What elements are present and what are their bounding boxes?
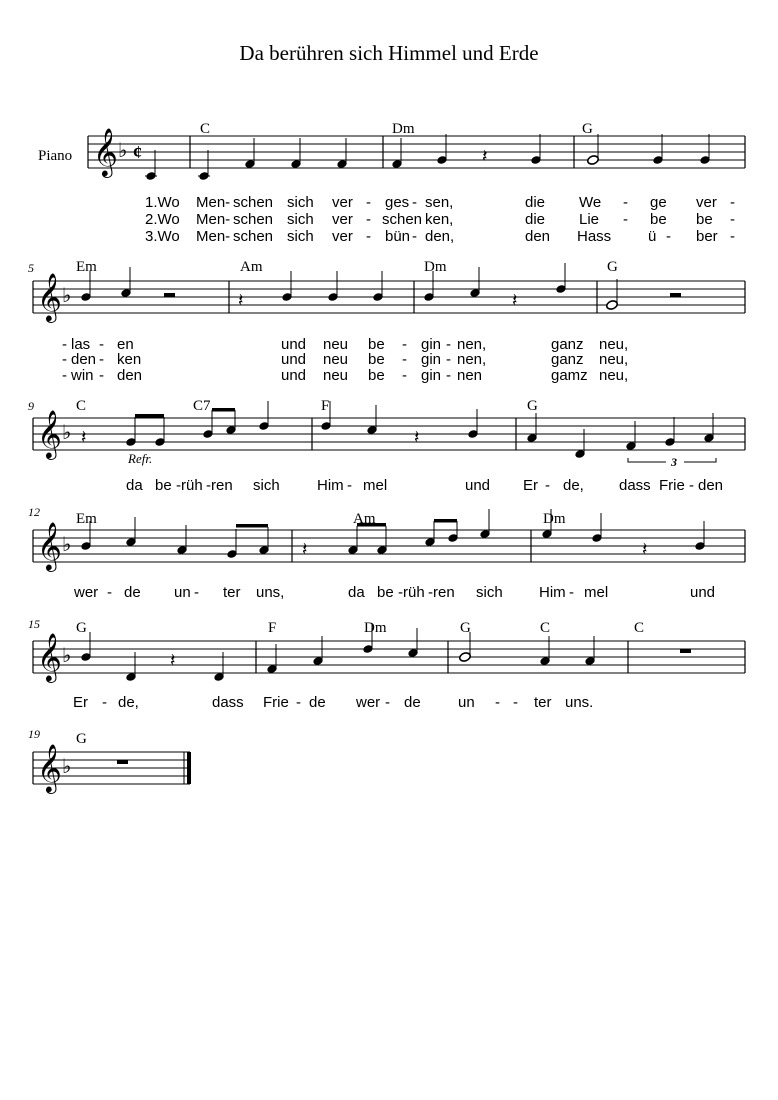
chord-symbol: Dm <box>543 511 566 527</box>
lyric-syllable: Lie <box>579 211 600 228</box>
measure-number: 19 <box>28 727 40 741</box>
lyric-syllable: rüh <box>403 584 425 601</box>
system-5 <box>33 620 745 711</box>
lyric-hyphen: - <box>446 336 451 353</box>
lyric-syllable: ges <box>385 194 410 211</box>
lyric-syllable: be <box>155 477 172 494</box>
lyric-syllable: un <box>174 584 191 601</box>
lyric-syllable: be <box>696 211 713 228</box>
lyrics-verse-2 <box>145 211 735 228</box>
flat-key-signature: ♭ <box>62 756 72 778</box>
lyric-hyphen: - <box>446 351 451 368</box>
chord-symbol: Dm <box>424 259 447 275</box>
lyric-syllable: sich <box>287 194 314 211</box>
beam <box>434 519 457 523</box>
lyric-syllable: 1.Wo <box>145 194 180 211</box>
lyric-syllable: be <box>368 351 385 368</box>
lyric-syllable: gin <box>421 351 442 368</box>
lyric-syllable: sich <box>287 211 314 228</box>
lyric-syllable: ter <box>223 584 241 601</box>
lyric-hyphen: - <box>99 351 104 368</box>
lyric-syllable: ganz <box>551 351 584 368</box>
lyric-hyphen: - <box>402 351 407 368</box>
lyric-hyphen: - <box>513 694 518 711</box>
lyric-hyphen: - <box>62 351 67 368</box>
lyric-syllable: und <box>281 367 307 384</box>
lyric-syllable: ren <box>211 477 233 494</box>
lyric-syllable: neu, <box>599 336 629 353</box>
lyric-syllable: ü <box>648 228 657 245</box>
rehearsal-marker: Refr. <box>128 451 153 466</box>
system-2 <box>33 259 745 384</box>
lyric-syllable: ver <box>332 194 353 211</box>
lyric-syllable: die <box>525 211 546 228</box>
lyric-hyphen: - <box>398 584 403 601</box>
lyric-hyphen: - <box>62 367 67 384</box>
chord-symbol: C7 <box>193 398 211 414</box>
lyric-hyphen: - <box>428 584 433 601</box>
measure-number: 15 <box>28 617 40 631</box>
lyric-syllable: Him <box>317 477 344 494</box>
lyric-syllable: gamz <box>551 367 588 384</box>
system-4 <box>33 509 745 601</box>
lyric-hyphen: - <box>402 336 407 353</box>
lyrics-verse-1 <box>145 194 735 211</box>
lyric-hyphen: - <box>569 584 574 601</box>
quarter-rest: 𝄽 <box>302 539 308 559</box>
chord-symbol: Am <box>240 259 263 275</box>
chord-symbol: G <box>76 620 87 636</box>
lyric-syllable: neu <box>323 367 349 384</box>
lyric-syllable: schen <box>382 211 423 228</box>
lyric-syllable: ber <box>696 228 718 245</box>
song-title: Da berühren sich Himmel und Erde <box>239 41 539 65</box>
lyrics-refrain <box>73 694 593 711</box>
lyric-syllable: be <box>368 336 385 353</box>
lyrics-verse-2 <box>62 351 628 368</box>
staff <box>33 281 745 313</box>
lyric-syllable: ganz <box>551 336 584 353</box>
lyric-hyphen: - <box>730 194 735 211</box>
lyric-syllable: und <box>690 584 716 601</box>
chord-symbol: Dm <box>392 121 415 137</box>
lyric-hyphen: - <box>446 367 451 384</box>
lyric-syllable: uns, <box>256 584 285 601</box>
half-rest <box>670 293 681 297</box>
quarter-rest: 𝄽 <box>414 427 420 447</box>
lyric-syllable: den <box>117 367 143 384</box>
lyric-syllable: rüh <box>181 477 203 494</box>
lyric-hyphen: - <box>402 367 407 384</box>
lyric-syllable: da <box>126 477 143 494</box>
lyric-syllable: den <box>71 351 97 368</box>
lyric-syllable: sen, <box>425 194 454 211</box>
lyric-syllable: mel <box>584 584 609 601</box>
chord-symbol: C <box>76 398 87 414</box>
chord-symbol: F <box>268 620 277 636</box>
chord-symbol: Em <box>76 511 97 527</box>
lyric-syllable: neu <box>323 336 349 353</box>
lyric-syllable: 2.Wo <box>145 211 180 228</box>
lyric-syllable: schen <box>233 194 274 211</box>
lyric-hyphen: - <box>730 211 735 228</box>
lyric-syllable: da <box>348 584 365 601</box>
lyric-syllable: ken, <box>425 211 454 228</box>
lyric-syllable: be <box>650 211 667 228</box>
whole-rest <box>117 760 128 764</box>
lyric-syllable: ken <box>117 351 142 368</box>
lyric-syllable: die <box>525 194 546 211</box>
chord-symbol: C <box>200 121 211 137</box>
lyric-syllable: gin <box>421 336 442 353</box>
time-signature: ¢ <box>133 142 142 162</box>
lyric-syllable: 3.Wo <box>145 228 180 245</box>
chord-symbol: G <box>582 121 593 137</box>
flat-key-signature: ♭ <box>62 645 72 667</box>
chord-symbol: C <box>540 620 551 636</box>
lyric-syllable: be <box>368 367 385 384</box>
lyric-hyphen: - <box>99 336 104 353</box>
lyric-syllable: den <box>698 477 724 494</box>
lyric-hyphen: - <box>623 194 628 211</box>
lyric-hyphen: - <box>102 694 107 711</box>
lyric-hyphen: - <box>107 584 112 601</box>
lyric-hyphen: - <box>730 228 735 245</box>
half-note <box>587 155 600 166</box>
chord-symbol: Am <box>353 511 376 527</box>
tuplet-number: 3 <box>671 455 677 469</box>
lyric-syllable: sich <box>476 584 503 601</box>
lyric-hyphen: - <box>366 228 371 245</box>
lyric-hyphen: - <box>385 694 390 711</box>
lyric-hyphen: - <box>206 477 211 494</box>
lyric-syllable: un <box>458 694 475 711</box>
lyric-syllable: We <box>579 194 602 211</box>
lyric-syllable: Men- <box>196 228 231 245</box>
lyric-syllable: nen <box>457 367 483 384</box>
lyric-syllable: ge <box>650 194 667 211</box>
lyrics-refrain <box>73 584 715 601</box>
lyric-syllable: Men- <box>196 211 231 228</box>
final-barline <box>187 752 191 784</box>
lyric-hyphen: - <box>347 477 352 494</box>
flat-key-signature: ♭ <box>62 422 72 444</box>
lyric-syllable: ver <box>696 194 717 211</box>
flat-key-signature: ♭ <box>62 534 72 556</box>
notes <box>145 134 711 181</box>
beam <box>135 414 164 418</box>
lyric-syllable: dass <box>619 477 651 494</box>
lyric-hyphen: - <box>366 211 371 228</box>
lyric-hyphen: - <box>99 367 104 384</box>
lyric-syllable: de <box>124 584 141 601</box>
lyric-syllable: ver <box>332 211 353 228</box>
lyrics-verse-3 <box>145 228 735 245</box>
flat-key-signature: ♭ <box>62 285 72 307</box>
instrument-label: Piano <box>38 148 73 164</box>
lyric-syllable: Er <box>73 694 88 711</box>
lyric-syllable: ren <box>433 584 455 601</box>
lyric-syllable: neu, <box>599 367 629 384</box>
measure-number: 12 <box>28 505 40 519</box>
lyrics-refrain <box>126 477 723 494</box>
lyric-hyphen: - <box>412 228 417 245</box>
lyric-syllable: Hass <box>577 228 612 245</box>
flat-key-signature: ♭ <box>118 140 128 162</box>
lyric-syllable: Him <box>539 584 566 601</box>
lyric-syllable: nen, <box>457 336 487 353</box>
lyric-syllable: den, <box>425 228 455 245</box>
lyric-syllable: de <box>404 694 421 711</box>
lyric-syllable: neu, <box>599 351 629 368</box>
chord-symbol: G <box>607 259 618 275</box>
quarter-rest: 𝄽 <box>170 650 176 670</box>
beam <box>212 408 235 412</box>
staff <box>33 641 745 673</box>
lyric-syllable: und <box>281 336 307 353</box>
quarter-rest: 𝄽 <box>238 290 244 310</box>
staff <box>88 136 745 168</box>
lyric-syllable: de, <box>563 477 584 494</box>
lyric-syllable: bün <box>385 228 411 245</box>
system-1 <box>88 121 745 245</box>
whole-rest <box>680 649 691 653</box>
lyric-syllable: und <box>281 351 307 368</box>
lyric-syllable: win <box>71 367 94 384</box>
chord-symbol: Dm <box>364 620 387 636</box>
lyric-syllable: dass <box>212 694 244 711</box>
quarter-rest: 𝄽 <box>642 539 648 559</box>
lyric-hyphen: - <box>545 477 550 494</box>
treble-clef-icon: 𝄞 <box>37 524 62 570</box>
treble-clef-icon: 𝄞 <box>37 746 62 792</box>
chord-symbol: G <box>460 620 471 636</box>
lyric-syllable: schen <box>233 211 274 228</box>
lyric-syllable: Frie <box>263 694 289 711</box>
lyric-hyphen: - <box>689 477 694 494</box>
lyric-syllable: Men- <box>196 194 231 211</box>
lyrics-verse-3 <box>62 367 628 384</box>
staff <box>33 530 745 562</box>
lyric-hyphen: - <box>666 228 671 245</box>
lyric-syllable: neu <box>323 351 349 368</box>
chord-symbol: Em <box>76 259 97 275</box>
lyric-hyphen: - <box>495 694 500 711</box>
lyric-syllable: wer <box>74 584 99 601</box>
lyric-hyphen: - <box>194 584 199 601</box>
chord-symbol: G <box>76 731 87 747</box>
measure-number: 5 <box>28 261 34 275</box>
lyric-syllable: sich <box>253 477 280 494</box>
lyric-hyphen: - <box>296 694 301 711</box>
lyric-syllable: uns. <box>565 694 594 711</box>
notes <box>81 401 716 462</box>
lyric-syllable: ter <box>534 694 552 711</box>
quarter-rest: 𝄽 <box>512 290 518 310</box>
lyric-syllable: wer <box>356 694 381 711</box>
lyric-syllable: und <box>465 477 491 494</box>
lyric-hyphen: - <box>412 194 417 211</box>
lyric-syllable: de <box>309 694 326 711</box>
chord-symbol: C <box>634 620 645 636</box>
chord-symbol: G <box>527 398 538 414</box>
lyric-hyphen: - <box>366 194 371 211</box>
lyric-hyphen: - <box>176 477 181 494</box>
system-3 <box>33 398 745 494</box>
notes <box>80 263 681 310</box>
half-note <box>459 652 472 663</box>
lyric-syllable: be <box>377 584 394 601</box>
lyric-syllable: Er <box>523 477 538 494</box>
half-note <box>606 300 619 311</box>
staff <box>33 418 745 450</box>
lyric-syllable: schen <box>233 228 274 245</box>
half-rest <box>164 293 175 297</box>
treble-clef-icon: 𝄞 <box>37 275 62 321</box>
quarter-rest: 𝄽 <box>81 427 87 447</box>
beam <box>236 524 268 528</box>
lyric-syllable: ver <box>332 228 353 245</box>
quarter-rest: 𝄽 <box>482 146 488 166</box>
lyric-syllable: de, <box>118 694 139 711</box>
measure-number: 9 <box>28 399 34 413</box>
treble-clef-icon: 𝄞 <box>37 635 62 681</box>
system-6 <box>33 731 191 794</box>
lyric-syllable: nen, <box>457 351 487 368</box>
chord-symbol: F <box>321 398 330 414</box>
notes <box>80 509 705 559</box>
lyric-syllable: Frie <box>659 477 685 494</box>
lyric-syllable: mel <box>363 477 388 494</box>
lyric-syllable: las <box>71 336 91 353</box>
lyric-syllable: gin <box>421 367 442 384</box>
lyric-syllable: en <box>117 336 134 353</box>
lyric-syllable: sich <box>287 228 314 245</box>
lyric-hyphen: - <box>623 211 628 228</box>
lyric-hyphen: - <box>62 336 67 353</box>
treble-clef-icon: 𝄞 <box>93 130 118 176</box>
treble-clef-icon: 𝄞 <box>37 412 62 458</box>
lyric-syllable: den <box>525 228 551 245</box>
